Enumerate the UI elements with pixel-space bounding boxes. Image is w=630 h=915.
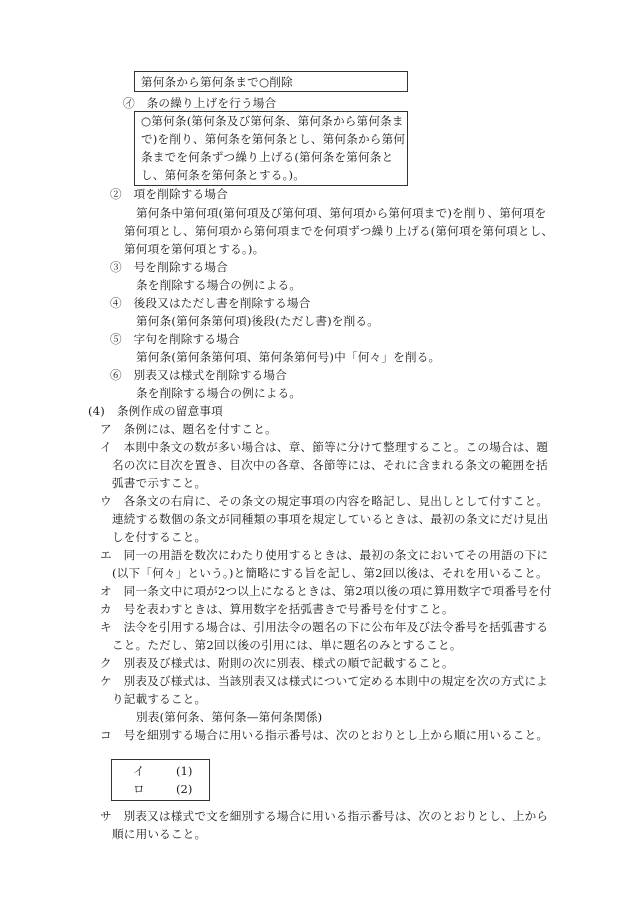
clause-o: オ 同一条文中に項が2つ以上になるときは、第2項以後の項に算用数字で項番号を付: [100, 584, 552, 598]
clause-sa-line: サ 別表又は様式で文を細別する場合に用いる指示番号は、次のとおりとし、上から: [100, 809, 549, 823]
clause-ke-example: 別表(第何条、第何条—第何条関係): [136, 710, 323, 724]
clause-u-line: ウ 各条文の右肩に、その条文の規定事項の内容を略記し、見出しとして付すこと。: [100, 494, 549, 508]
clause-ka: カ 号を表わすときは、算用数字を括弧書きで号番号を付すこと。: [100, 602, 454, 616]
numbering-table: [111, 759, 210, 801]
clause-ke-line: り記載すること。: [112, 692, 207, 706]
clause-ki-line: こと。ただし、第2回以後の引用には、単に題名のみとすること。: [112, 638, 462, 652]
item-2-line: 第何条中第何項(第何項及び第何項、第何項から第何項まで)を削り、第何項を: [136, 206, 547, 220]
example-box-2-line: で)を削り、第何条を第何条とし、第何条から第何: [141, 132, 406, 146]
example-box-1-text: 第何条から第何条まで○削除: [141, 75, 293, 89]
item-4-line: 第何条(第何条第何項)後段(ただし書)を削る。: [136, 314, 379, 328]
item-2-heading: ② 項を削除する場合: [110, 187, 228, 201]
example-box-2-line: 条までを何条ずつ繰り上げる(第何条を第何条と: [141, 150, 394, 164]
item-3-heading: ③ 号を削除する場合: [110, 260, 228, 274]
numbering-table-cell: ロ: [133, 782, 145, 796]
item-2-line: 第何項を第何項とする。)。: [124, 242, 265, 256]
item-5-line: 第何条(第何条第何項、第何条第何号)中「何々」を削る。: [136, 350, 441, 364]
clause-u-line: しを付すること。: [112, 530, 207, 544]
example-box-2-line: ○第何条(第何条及び第何条、第何条から第何条ま: [141, 114, 404, 128]
subitem-i-heading: ㋑ 条の繰り上げを行う場合: [123, 96, 277, 110]
clause-ku: ク 別表及び様式は、附則の次に別表、様式の順で記載すること。: [100, 656, 454, 670]
item-4-heading: ④ 後段又はただし書を削除する場合: [110, 296, 311, 310]
item-2-line: 第何項とし、第何項から第何項までを何項ずつ繰り上げる(第何項を第何項とし、: [124, 224, 554, 238]
clause-i-line: 弧書で示すこと。: [112, 476, 207, 490]
clause-ki-line: キ 法令を引用する場合は、引用法令の題名の下に公布年及び法令番号を括弧書する: [100, 620, 549, 634]
clause-sa-line: 順に用いること。: [112, 827, 207, 841]
clause-e-line: (以下「何々」という。)と簡略にする旨を記し、第2回以後は、それを用いること。: [112, 566, 548, 580]
numbering-table-cell: イ: [133, 764, 145, 778]
item-3-line: 条を削除する場合の例による。: [136, 278, 302, 292]
clause-e-line: エ 同一の用語を数次にわたり使用するときは、最初の条文においてその用語の下に: [100, 548, 549, 562]
clause-ke-line: ケ 別表及び様式は、当該別表又は様式について定める本則中の規定を次の方式によ: [100, 674, 548, 688]
clause-a: ア 条例には、題名を付すこと。: [100, 422, 277, 436]
numbering-table-cell: (1): [176, 764, 193, 778]
item-5-heading: ⑤ 字句を削除する場合: [110, 332, 240, 346]
item-6-line: 条を削除する場合の例による。: [136, 386, 302, 400]
item-6-heading: ⑥ 別表又は様式を削除する場合: [110, 368, 287, 382]
numbering-table-cell: (2): [176, 782, 193, 796]
clause-i-line: イ 本則中条文の数が多い場合は、章、節等に分けて整理すること。この場合は、題: [100, 440, 549, 454]
clause-u-line: 連続する数個の条文が同種類の事項を規定しているときは、最初の条文にだけ見出: [112, 512, 549, 526]
section-4-heading: (4) 条例作成の留意事項: [88, 404, 223, 418]
clause-ko: コ 号を細別する場合に用いる指示番号は、次のとおりとし上から順に用いること。: [100, 728, 549, 742]
example-box-2-line: し、第何条を第何条とする。)。: [141, 168, 306, 182]
clause-i-line: 名の次に目次を置き、目次中の各章、各節等には、それに含まれる条文の範囲を括: [112, 458, 548, 472]
